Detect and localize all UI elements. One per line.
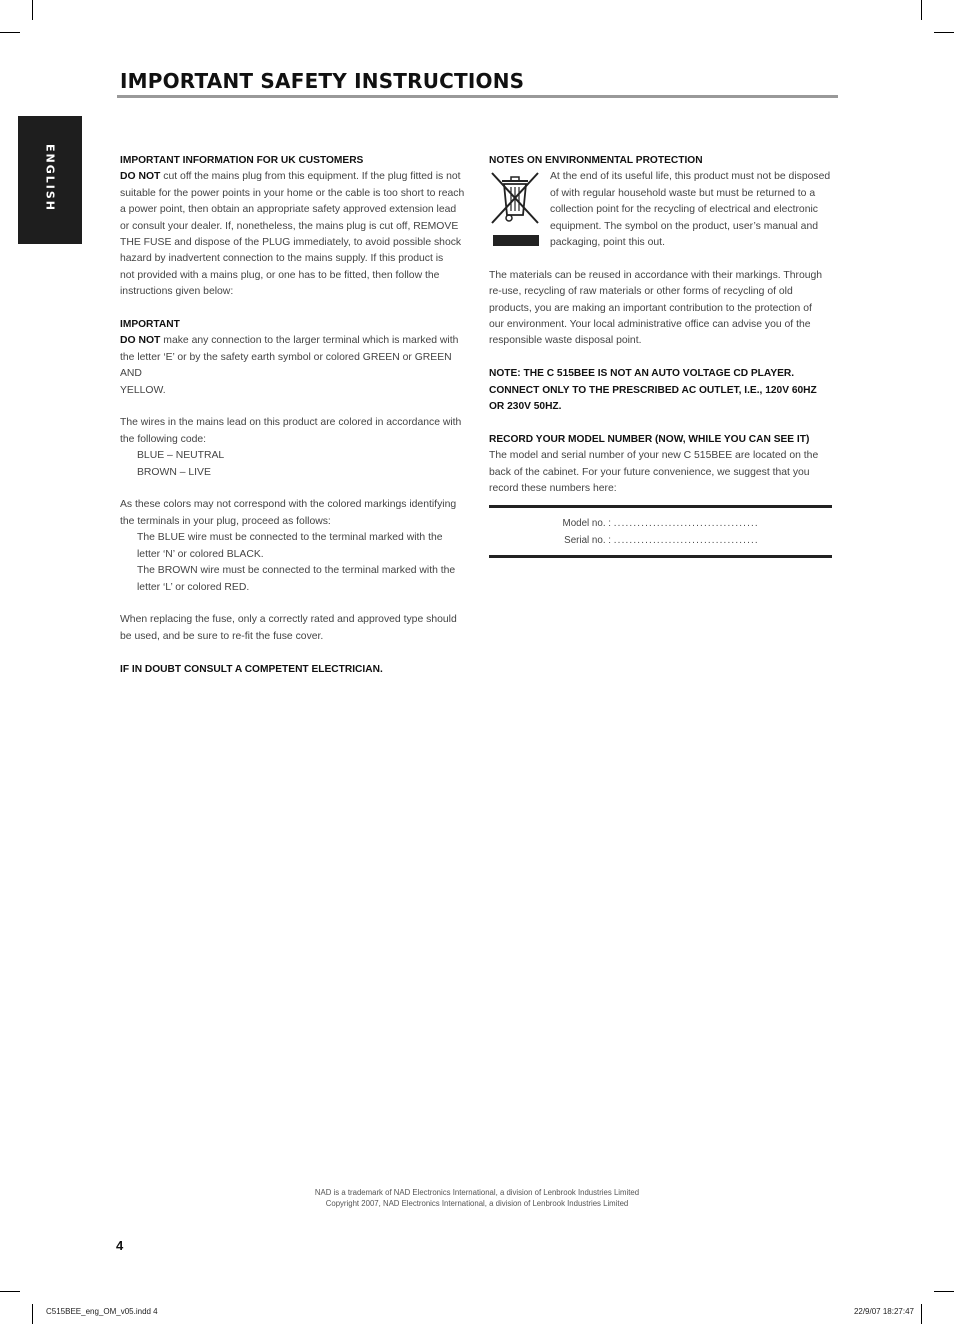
text-line: the terminals in your plug, proceed as follows: (120, 515, 331, 527)
crop-mark (921, 1304, 922, 1324)
voltage-note-line: CONNECT ONLY TO THE PRESCRIBED AC OUTLET, I.E., 120V 60HZ (489, 384, 817, 396)
wire-code-item: BROWN – LIVE (137, 466, 211, 478)
uk-paragraph-4 (120, 497, 465, 530)
emphasis-do-not: DO NOT (120, 335, 161, 347)
text-line: be used, and be sure to re-fit the fuse cover. (120, 630, 324, 642)
serial-number-label: Serial no. : (564, 535, 611, 547)
text-line: YELLOW. (120, 384, 166, 396)
text-line: back of the cabinet. For your future convenience, we suggest that you (489, 466, 810, 478)
title-rule (117, 95, 838, 98)
copyright-line: Copyright 2007, NAD Electronics International, a division of Lenbrook Industries Limited (325, 1198, 629, 1208)
env-heading: NOTES ON ENVIRONMENTAL PROTECTION (489, 155, 703, 166)
crop-mark (0, 32, 20, 33)
emphasis-do-not: DO NOT (120, 171, 161, 183)
text-line: the letter ‘E’ or by the safety earth symbol or colored GREEN or GREEN AND (120, 351, 452, 380)
trademark-line: NAD is a trademark of NAD Electronics International, a division of Lenbrook Industries Limited (314, 1188, 640, 1197)
model-number-field[interactable]: ..................................... (613, 518, 759, 530)
uk-paragraph-1 (120, 169, 465, 300)
voltage-note (489, 366, 834, 415)
crop-mark (921, 0, 922, 20)
text-line: When replacing the fuse, only a correctly rated and approved type should (120, 614, 457, 626)
model-number-line (489, 515, 832, 532)
wire-code-item: BLUE – NEUTRAL (137, 450, 225, 462)
env-paragraph-2 (489, 268, 834, 350)
text-line: The materials can be reused in accordance with their markings. Through (489, 269, 823, 281)
text-line: of with regular household waste but must be returned to a (550, 187, 816, 199)
serial-number-line (489, 532, 832, 549)
wire-connection-rules (120, 530, 465, 596)
text-line: a power point, then obtain an appropriate safety approved extension lead (120, 204, 457, 216)
left-column (120, 153, 465, 678)
model-number-label: Model no. : (562, 518, 611, 530)
consult-electrician-note: IF IN DOUBT CONSULT A COMPETENT ELECTRICIAN. (120, 663, 383, 675)
serial-number-field[interactable]: ..................................... (613, 535, 759, 547)
important-heading: IMPORTANT (120, 319, 180, 331)
voltage-note-line: OR 230V 50HZ. (489, 401, 562, 413)
language-tab (18, 116, 82, 244)
text-line: hazard by inadvertent connection to the mains supply. If this product is (120, 253, 444, 265)
text-line: THE FUSE and dispose of the PLUG immediately, to avoid possible shock (120, 237, 462, 249)
wire-rule-line: letter ‘N’ or colored BLACK. (137, 548, 264, 560)
crop-mark (934, 1291, 954, 1292)
text-line: the following code: (120, 433, 207, 445)
env-paragraph-1 (550, 169, 834, 251)
wire-rule-line: The BROWN wire must be connected to the terminal marked with the (137, 565, 456, 577)
right-column (489, 153, 834, 558)
record-heading: RECORD YOUR MODEL NUMBER (NOW, WHILE YOU CAN SEE IT) (489, 433, 810, 445)
record-number-box (489, 505, 832, 558)
wire-rule-line: letter ‘L’ or colored RED. (137, 581, 250, 593)
crop-mark (934, 32, 954, 33)
text-line: DO NOT cut off the mains plug from this equipment. If the plug fitted is not (120, 171, 461, 183)
text-line: equipment. The symbol on the product, user’s manual and (550, 220, 819, 232)
text-line: packaging, point this out. (550, 237, 665, 249)
wire-color-codes (120, 448, 465, 481)
text-line: or consult your dealer. If, nonetheless, the mains plug is cut off, REMOVE (120, 220, 459, 232)
text-line: collection point for the recycling of electrical and electronic (550, 204, 818, 216)
crop-mark (32, 0, 33, 20)
crop-mark (0, 1291, 20, 1292)
text-line: re-use, recycling of raw materials or other forms of recycling of old (489, 286, 793, 298)
uk-heading: IMPORTANT INFORMATION FOR UK CUSTOMERS (120, 155, 364, 166)
text-line: products, you are making an important contribution to the protection of (489, 302, 812, 314)
text-line: The model and serial number of your new C 515BEE are located on the (489, 450, 819, 462)
page-title: IMPORTANT SAFETY INSTRUCTIONS (120, 69, 525, 93)
wire-rule-line: The BLUE wire must be connected to the terminal marked with the (137, 532, 443, 544)
env-block (489, 169, 834, 251)
text-line: The wires in the mains lead on this product are colored in accordance with (120, 417, 462, 429)
text-line: not provided with a mains plug, or one has to be fitted, then follow the (120, 269, 440, 281)
text-line: At the end of its useful life, this product must not be disposed (550, 171, 831, 183)
text-line: DO NOT make any connection to the larger terminal which is marked with (120, 335, 459, 347)
text-line: suitable for the power points in your home or the cable is too short to reach (120, 187, 465, 199)
text-line: As these colors may not correspond with the colored markings identifying (120, 499, 457, 511)
slug-timestamp: 22/9/07 18:27:47 (853, 1307, 914, 1316)
uk-paragraph-3 (120, 415, 465, 448)
text-line: our environment. Your local administrative office can advise you of the (489, 319, 811, 331)
language-tab-label: ENGLISH (43, 144, 57, 212)
uk-paragraph-5 (120, 612, 465, 645)
trademark-footer (0, 1188, 954, 1209)
crop-mark (32, 1304, 33, 1324)
crossed-out-wheelie-bin-icon (489, 171, 541, 251)
text-line: instructions given below: (120, 286, 234, 298)
record-paragraph (489, 448, 834, 497)
page-number: 4 (116, 1238, 124, 1253)
text-line: record these numbers here: (489, 483, 617, 495)
slug-filename: C515BEE_eng_OM_v05.indd 4 (46, 1307, 158, 1316)
voltage-note-line: NOTE: THE C 515BEE IS NOT AN AUTO VOLTAGE CD PLAYER. (489, 368, 795, 380)
text-line: responsible waste disposal point. (489, 335, 642, 347)
uk-paragraph-2 (120, 333, 465, 399)
